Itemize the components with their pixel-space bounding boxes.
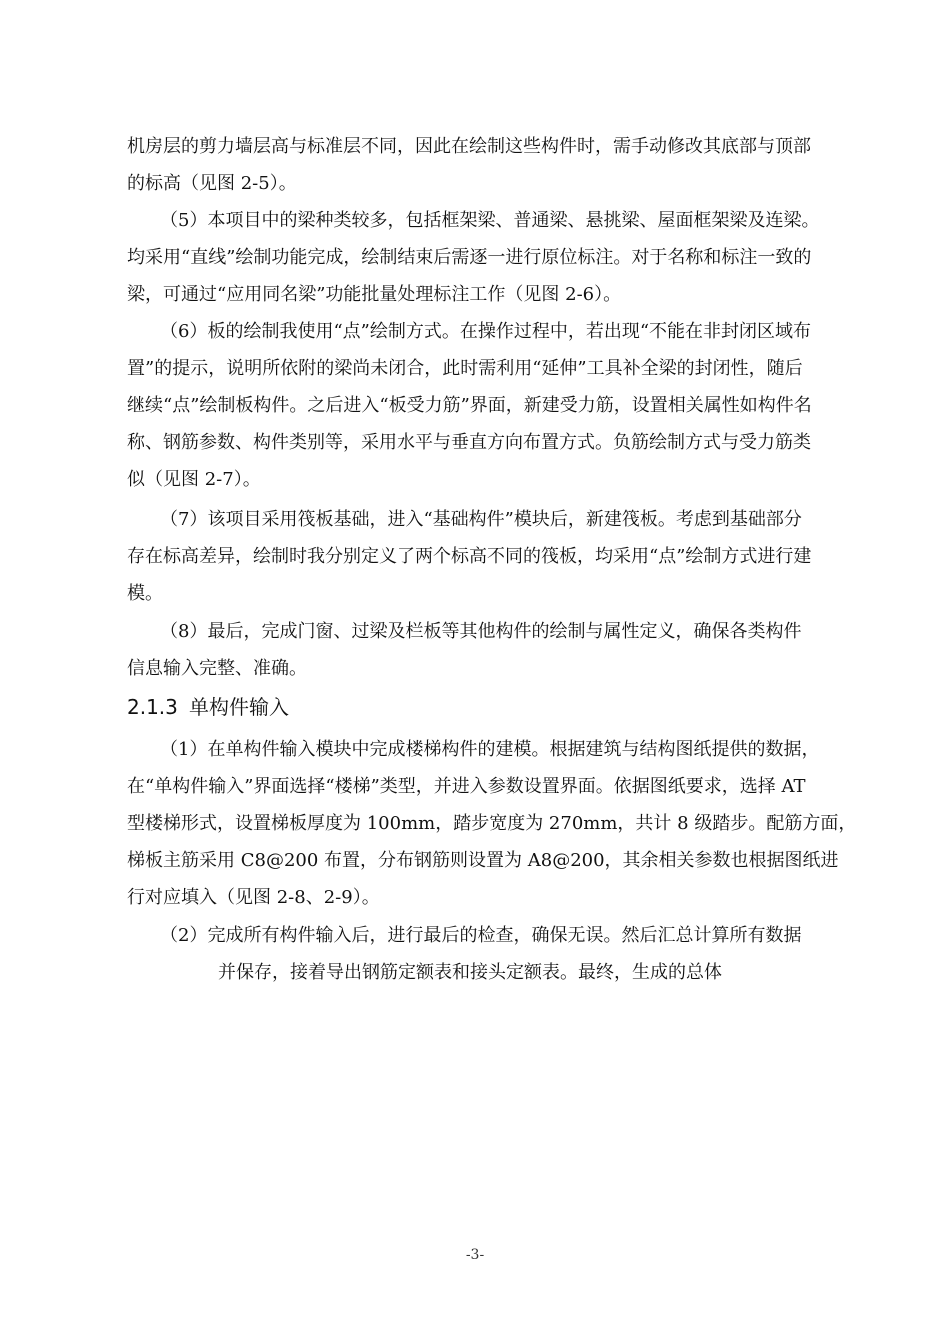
- body-text-line: 的标高（见图 2-5）。: [127, 173, 297, 194]
- paragraph-item-8: （8）最后，完成门窗、过梁及栏板等其他构件的绘制与属性定义，确保各类构件: [160, 621, 802, 642]
- section-heading: [127, 694, 289, 720]
- body-text-line: 行对应填入（见图 2-8、2-9）。: [127, 887, 380, 908]
- section-title: 单构件输入: [189, 695, 289, 719]
- body-text-line: 均采用“直线”绘制功能完成，绘制结束后需逐一进行原位标注。对于名称和标注一致的: [127, 247, 812, 268]
- body-text-line: 继续“点”绘制板构件。之后进入“板受力筋”界面，新建受力筋，设置相关属性如构件名: [127, 395, 812, 416]
- body-text-line: 似（见图 2-7）。: [127, 469, 261, 490]
- body-text-line: 并保存，接着导出钢筋定额表和接头定额表。最终，生成的总体: [218, 962, 722, 983]
- body-text-line: 型楼梯形式，设置梯板厚度为 100mm，踏步宽度为 270mm，共计 8 级踏步。配筋方面，: [127, 813, 857, 834]
- body-text-line: 信息输入完整、准确。: [127, 658, 307, 679]
- paragraph-item-2: （2）完成所有构件输入后，进行最后的检查，确保无误。然后汇总计算所有数据: [160, 925, 802, 946]
- section-number: 2.1.3: [127, 695, 178, 719]
- body-text-line: 机房层的剪力墙层高与标准层不同，因此在绘制这些构件时，需手动修改其底部与顶部: [127, 136, 811, 157]
- body-text-line: 称、钢筋参数、构件类别等，采用水平与垂直方向布置方式。负筋绘制方式与受力筋类: [127, 432, 811, 453]
- body-text-line: 模。: [127, 583, 163, 604]
- paragraph-item-5: （5）本项目中的梁种类较多，包括框架梁、普通梁、悬挑梁、屋面框架梁及连梁。: [160, 210, 820, 231]
- paragraph-item-1: （1）在单构件输入模块中完成楼梯构件的建模。根据建筑与结构图纸提供的数据，: [160, 739, 820, 760]
- paragraph-item-7: （7）该项目采用筏板基础，进入“基础构件”模块后，新建筏板。考虑到基础部分: [160, 509, 802, 530]
- body-text-line: 梯板主筋采用 C8@200 布置，分布钢筋则设置为 A8@200，其余相关参数也根据图纸进: [127, 850, 839, 871]
- page-number: -3-: [465, 1247, 485, 1263]
- body-text-line: 梁，可通过“应用同名梁”功能批量处理标注工作（见图 2-6）。: [127, 284, 622, 305]
- body-text-line: 在“单构件输入”界面选择“楼梯”类型，并进入参数设置界面。依据图纸要求，选择 AT: [127, 776, 806, 797]
- body-text-line: 存在标高差异，绘制时我分别定义了两个标高不同的筏板，均采用“点”绘制方式进行建: [127, 546, 812, 567]
- paragraph-item-6: （6）板的绘制我使用“点”绘制方式。在操作过程中，若出现“不能在非封闭区域布: [160, 321, 812, 342]
- body-text-line: 置”的提示，说明所依附的梁尚未闭合，此时需利用“延伸”工具补全梁的封闭性，随后: [127, 358, 803, 379]
